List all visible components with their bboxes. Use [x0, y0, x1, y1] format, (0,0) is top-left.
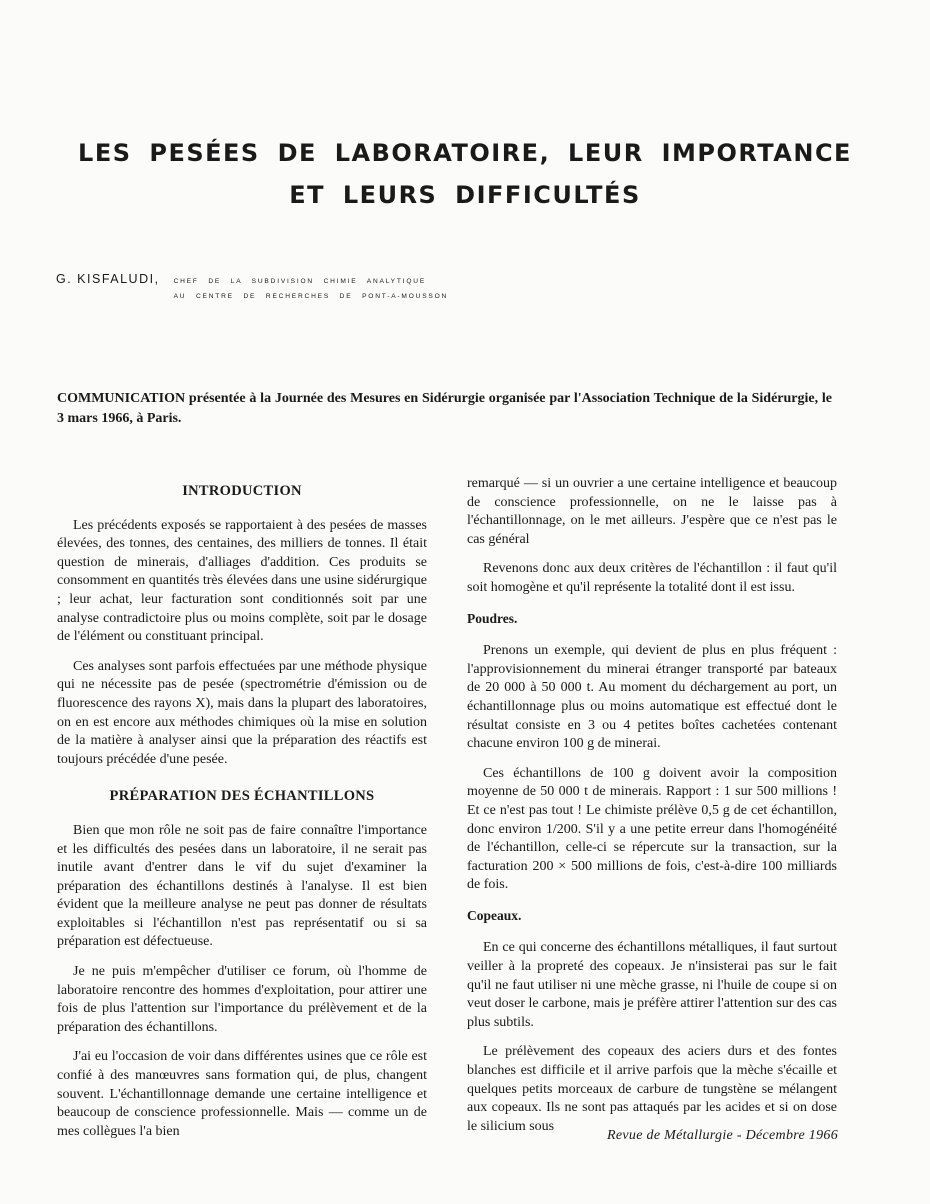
paragraph: Bien que mon rôle ne soit pas de faire connaître l'importance et les difficultés des pesées dans un laboratoire, il ne serait pas inutile avant d'entrer dans le vif du sujet d'examiner la préparation des échantillons destinés à l'analyse. Il est bien évident que la meilleure analyse ne peut pas donner de résultats exploitables si l'échantillon n'est pas représentatif ou si sa préparation est défectueuse. — [57, 822, 427, 950]
paragraph: Ces analyses sont parfois effectuées par une méthode physique qui ne nécessite pas de pesée (spectrométrie d'émission ou de fluorescence des rayons X), mais dans la plupart des laboratoires, on en est encore aux méthodes chimiques où la mise en solution de la matière à analyser ainsi que la préparation des réactifs est toujours précédée d'une pesée. — [57, 658, 427, 767]
paragraph: Les précédents exposés se rapportaient à des pesées de masses élevées, des tonnes, des centaines, des milliers de tonnes. Il était question de minerais, d'alliages d'addition. Ces produits se consomment en quantités très élevées dans une usine sidérurgique ; leur achat, leur facturation sont conditionnés soit par une analyse contradictoire plus ou moins complète, soit par le dosage de l'élément ou constituant principal. — [57, 517, 427, 645]
heading-copeaux: Copeaux. — [467, 907, 522, 923]
paragraph: J'ai eu l'occasion de voir dans différentes usines que ce rôle est confié à des manœuvres sans formation qui, de plus, changent souvent. L'échantillonnage demande une certaine intelligence et beaucoup de conscience professionnelle. Mais — comme un de mes collègues l'a bien — [57, 1049, 427, 1139]
paragraph: Ces échantillons de 100 g doivent avoir la composition moyenne de 50 000 t de minerais. Rapport : 1 sur 500 millions ! Et ce n'est pas tout ! Le chimiste prélève 0,5 g de cet échantillon, donc environ 1/200. S'il y a une petite erreur dans l'homogénéité de l'échantillon, celle-ci se répercute sur la transaction, sur la facturation 200 × 500 millions de fois, c'est-à-dire 100 milliards de fois. — [467, 765, 837, 893]
affiliation-line-2: AU CENTRE DE RECHERCHES DE PONT-A-MOUSSON — [173, 293, 449, 300]
title-line-1: LES PESÉES DE LABORATOIRE, LEUR IMPORTANCE — [78, 139, 852, 167]
author-block — [56, 272, 448, 304]
title-line-2: ET LEURS DIFFICULTÉS — [289, 181, 641, 209]
heading-preparation: PRÉPARATION DES ÉCHANTILLONS — [109, 788, 375, 805]
paragraph: En ce qui concerne des échantillons métalliques, il faut surtout veiller à la propreté des copeaux. Je n'insisterai pas sur le fait qu'il ne faut utiliser ni une mèche grasse, ni l'huile de coupe si on veut doser le carbone, mais je préfère attirer l'attention sur des cas plus subtils. — [467, 940, 837, 1030]
author-affiliation — [174, 272, 449, 304]
author-name: G. KISFALUDI, — [56, 272, 160, 286]
article-title — [40, 132, 890, 216]
paragraph: Prenons un exemple, qui devient de plus en plus fréquent : l'approvisionnement du minerai étranger transporté par bateaux de 20 000 à 50 000 t. Au moment du déchargement au port, un échantillonnage plus ou moins automatique est effectué dont le résultat consiste en 3 ou 4 petites boîtes cachetées contenant chacune environ 100 g de minerai. — [467, 643, 837, 752]
heading-introduction: INTRODUCTION — [182, 483, 302, 499]
paragraph: remarqué — si un ouvrier a une certaine intelligence et beaucoup de conscience professionnelle, on ne le laisse pas à l'échantillonnage, on le met ailleurs. J'espère que ce n'est pas le cas général — [467, 476, 837, 547]
journal-footer: Revue de Métallurgie - Décembre 1966 — [607, 1128, 838, 1143]
right-column — [467, 475, 837, 1147]
paragraph: Revenons donc aux deux critères de l'échantillon : il faut qu'il soit homogène et qu'il représente la totalité dont il est issu. — [467, 561, 837, 595]
left-column — [57, 476, 427, 1152]
heading-poudres: Poudres. — [467, 610, 518, 626]
communication-note: COMMUNICATION présentée à la Journée des Mesures en Sidérurgie organisée par l'Association Technique de la Sidérurgie, le 3 mars 1966, à Paris. — [57, 391, 832, 426]
affiliation-line-1: CHEF DE LA SUBDIVISION CHIMIE ANALYTIQUE — [173, 278, 427, 285]
paragraph: Je ne puis m'empêcher d'utiliser ce forum, où l'homme de laboratoire rencontre des hommes d'exploitation, pour attirer une fois de plus l'attention sur l'importance du prélèvement et de la préparation des échantillons. — [57, 964, 427, 1035]
paragraph: Le prélèvement des copeaux des aciers durs et des fontes blanches est difficile et il arrive parfois que la mèche s'écaille et quelques petits morceaux de carbure de tungstène se mélangent aux copeaux. Ils ne sont pas attaqués par les acides et si on dose le silicium sous — [467, 1044, 837, 1134]
